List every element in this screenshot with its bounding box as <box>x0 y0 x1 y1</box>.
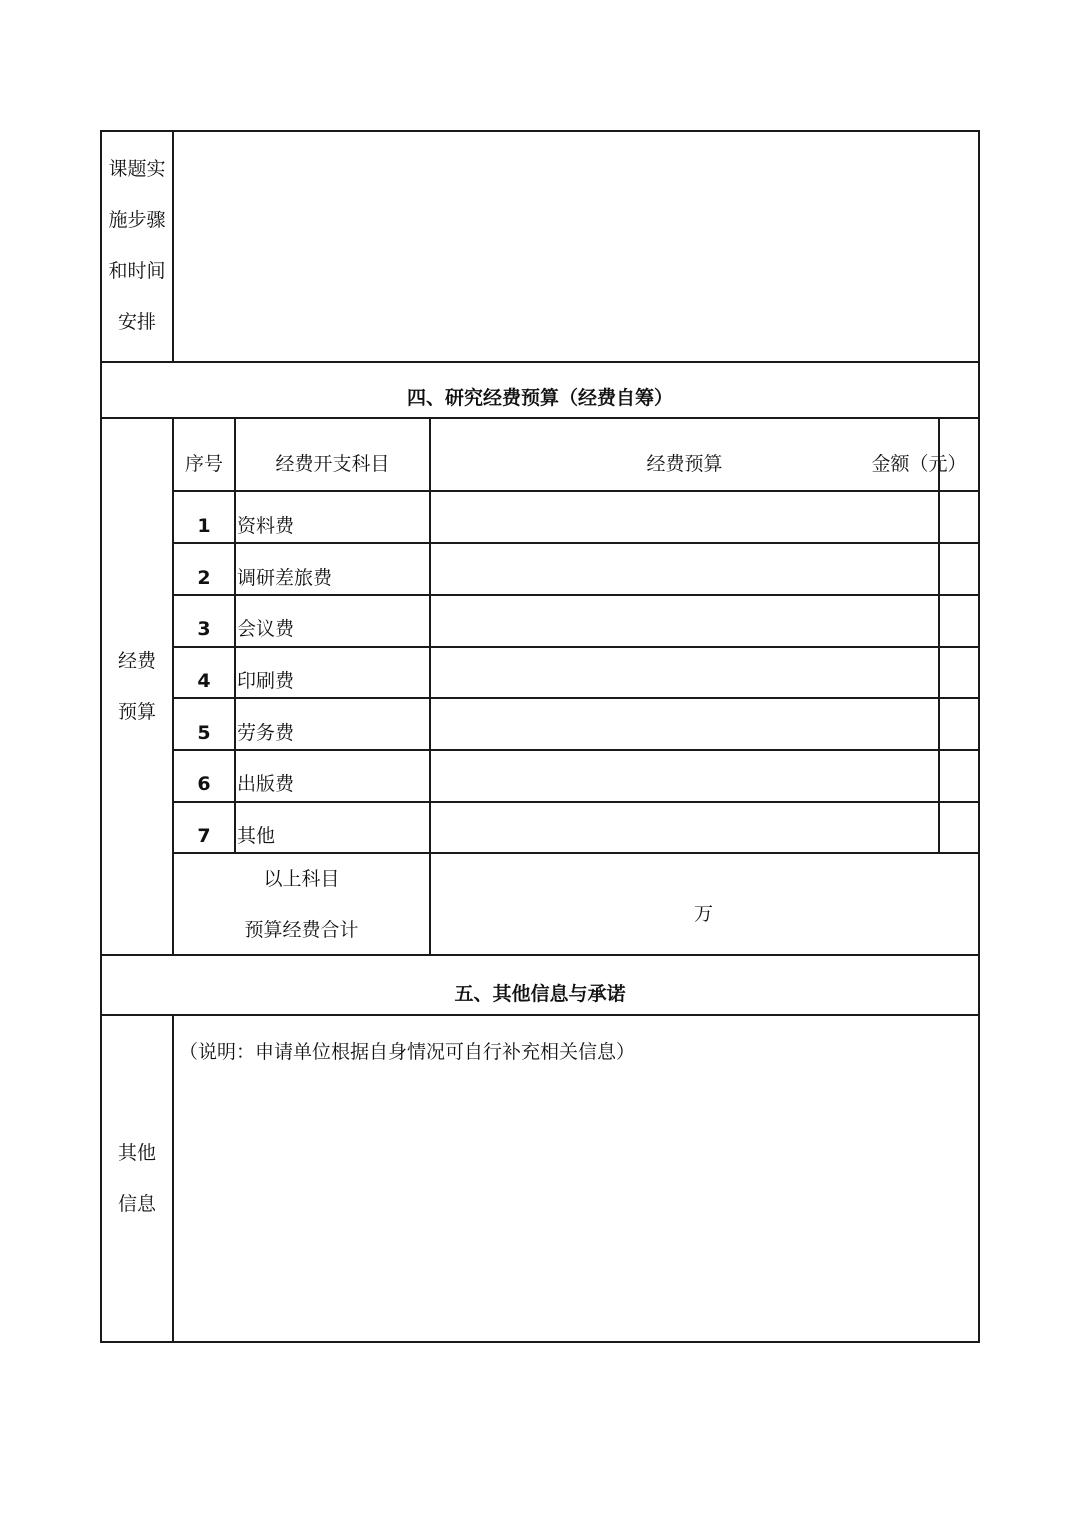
row-budget-field[interactable] <box>431 492 938 542</box>
divider-label-col-other <box>172 1015 174 1342</box>
schedule-label-line: 课题实 <box>108 158 166 180</box>
row-amount-field[interactable] <box>940 544 978 594</box>
border-bottom <box>100 1341 980 1343</box>
budget-side-label-line: 经费 <box>117 649 156 672</box>
header-item: 经费开支科目 <box>275 453 390 475</box>
divider-schedule-bottom <box>100 361 980 363</box>
other-side-label <box>102 1015 172 1341</box>
row-budget-field[interactable] <box>431 751 938 801</box>
other-side-label-line: 信息 <box>117 1192 156 1215</box>
row-amount-field[interactable] <box>940 699 978 749</box>
other-section-title: 五、其他信息与承诺 <box>454 983 626 1005</box>
budget-section-title: 四、研究经费预算（经费自筹） <box>406 387 673 409</box>
row-item: 劳务费 <box>237 722 295 744</box>
schedule-content-field[interactable] <box>175 132 977 360</box>
total-label <box>174 854 429 954</box>
schedule-label <box>102 130 172 361</box>
row-item: 会议费 <box>237 618 295 640</box>
divider-budget-title-bottom <box>100 417 980 419</box>
divider-label-col-top <box>172 130 174 362</box>
row-amount-field[interactable] <box>940 596 978 646</box>
total-unit: 万 <box>694 903 714 925</box>
budget-side-label-line: 预算 <box>117 700 156 723</box>
row-index: 7 <box>197 825 211 847</box>
border-right <box>978 130 980 1343</box>
header-budget: 经费预算 <box>646 453 723 475</box>
row-amount-field[interactable] <box>940 492 978 542</box>
divider-index-col <box>234 418 236 853</box>
total-value-field[interactable] <box>431 854 978 954</box>
row-index: 1 <box>197 515 211 537</box>
other-info-note: （说明：申请单位根据自身情况可自行补充相关信息） <box>179 1041 636 1063</box>
row-index: 3 <box>197 618 211 640</box>
row-budget-field[interactable] <box>431 596 938 646</box>
application-form-table <box>100 130 980 1343</box>
row-item: 调研差旅费 <box>237 567 333 589</box>
other-side-label-line: 其他 <box>117 1141 156 1164</box>
row-amount-field[interactable] <box>940 803 978 852</box>
total-label-line: 预算经费合计 <box>244 918 359 941</box>
schedule-label-line: 施步骤 <box>108 209 166 231</box>
row-budget-field[interactable] <box>431 544 938 594</box>
row-index: 5 <box>197 722 211 744</box>
row-index: 2 <box>197 567 211 589</box>
row-item: 印刷费 <box>237 670 295 692</box>
header-amount: 金额（元） <box>871 453 967 475</box>
row-amount-field[interactable] <box>940 751 978 801</box>
row-budget-field[interactable] <box>431 699 938 749</box>
total-label-line: 以上科目 <box>263 867 340 890</box>
row-index: 4 <box>197 670 211 692</box>
row-budget-field[interactable] <box>431 803 938 852</box>
row-amount-field[interactable] <box>940 648 978 697</box>
row-item: 资料费 <box>237 515 295 537</box>
row-budget-field[interactable] <box>431 648 938 697</box>
row-item: 出版费 <box>237 773 295 795</box>
schedule-label-line: 安排 <box>117 311 156 333</box>
other-info-field[interactable] <box>175 1016 977 1340</box>
schedule-label-line: 和时间 <box>108 260 166 282</box>
row-item: 其他 <box>237 825 276 847</box>
budget-side-label <box>102 418 172 954</box>
divider-budget-bottom <box>100 954 980 956</box>
header-index: 序号 <box>184 453 223 475</box>
row-index: 6 <box>197 773 211 795</box>
